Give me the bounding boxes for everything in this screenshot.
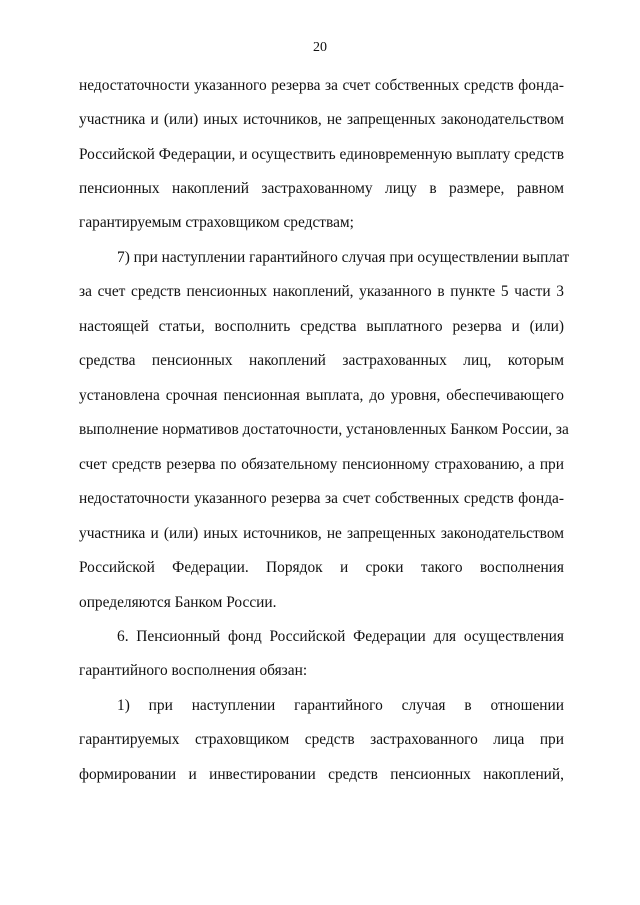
text-line: установлена срочная пенсионная выплата, до уровня, обеспечивающего <box>79 387 564 404</box>
text-line: счет средств резерва по обязательному пенсионному страхованию, а при <box>79 456 564 473</box>
page-number: 20 <box>313 40 327 55</box>
text-line: участника и (или) иных источников, не запрещенных законодательством <box>79 111 564 128</box>
text-line: средства пенсионных накоплений застрахованных лиц, которым <box>79 352 564 369</box>
text-line: формировании и инвестировании средств пенсионных накоплений, <box>79 766 564 783</box>
text-line: гарантийного восполнения обязан: <box>79 662 308 679</box>
text-line: Российской Федерации. Порядок и сроки такого восполнения <box>79 559 564 576</box>
text-line: недостаточности указанного резерва за счет собственных средств фонда- <box>79 490 564 507</box>
text-line: за счет средств пенсионных накоплений, указанного в пункте 5 части 3 <box>79 283 564 300</box>
paragraph-first-line: 7) при наступлении гарантийного случая при осуществлении выплат <box>117 249 570 266</box>
text-line: определяются Банком России. <box>79 594 277 611</box>
text-line: гарантируемым страховщиком средствам; <box>79 214 354 231</box>
text-line: недостаточности указанного резерва за счет собственных средств фонда- <box>79 77 564 94</box>
text-line: настоящей статьи, восполнить средства выплатного резерва и (или) <box>79 318 564 335</box>
paragraph-first-line: 6. Пенсионный фонд Российской Федерации для осуществления <box>117 628 564 645</box>
text-line: выполнение нормативов достаточности, установленных Банком России, за <box>79 421 569 438</box>
text-line: участника и (или) иных источников, не запрещенных законодательством <box>79 525 564 542</box>
text-line: гарантируемых страховщиком средств застрахованного лица при <box>79 731 564 748</box>
text-line: пенсионных накоплений застрахованному лицу в размере, равном <box>79 180 564 197</box>
paragraph-first-line: 1) при наступлении гарантийного случая в отношении <box>117 697 564 714</box>
text-line: Российской Федерации, и осуществить единовременную выплату средств <box>79 146 564 163</box>
